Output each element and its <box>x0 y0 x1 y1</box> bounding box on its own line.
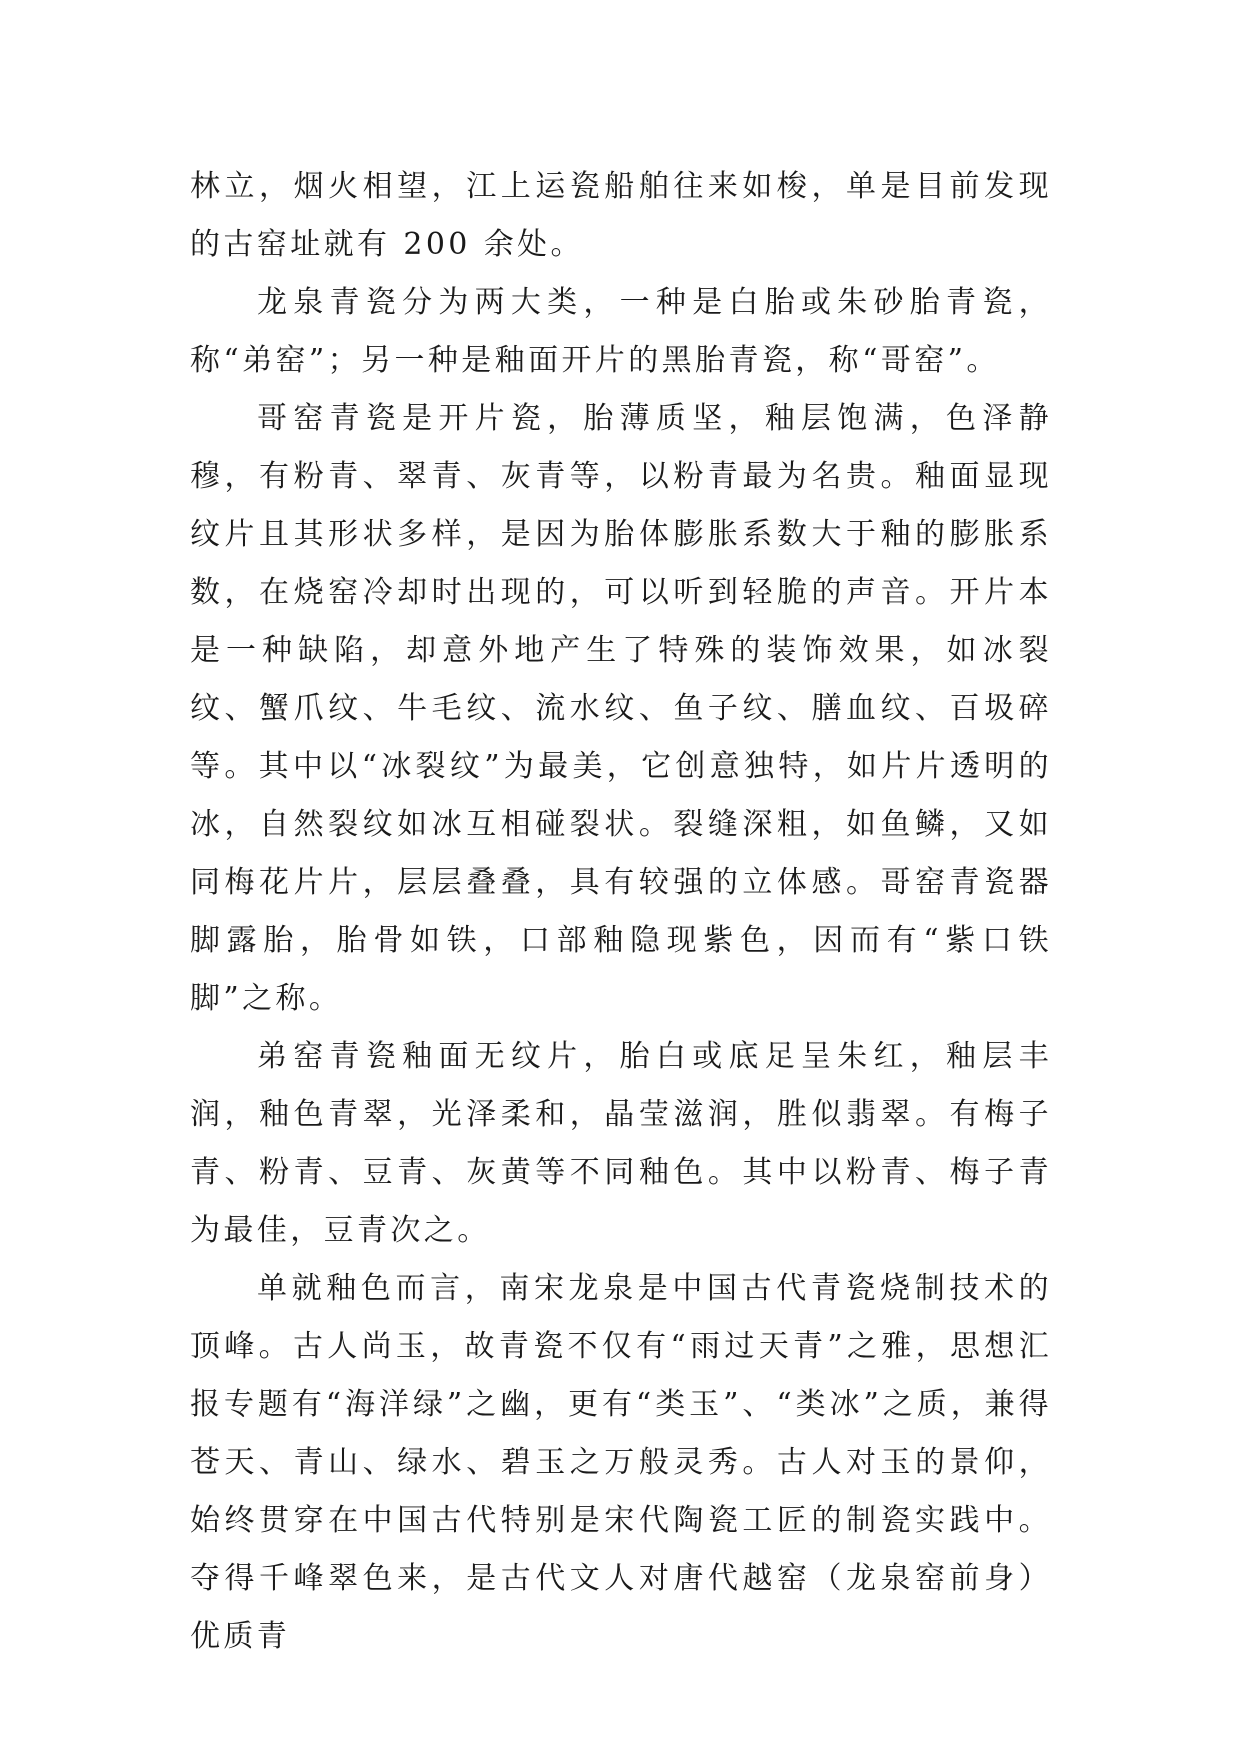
paragraph-4: 弟窑青瓷釉面无纹片，胎白或底足呈朱红，釉层丰润，釉色青翠，光泽柔和，晶莹滋润，胜似翡翠。有梅子青、粉青、豆青、灰黄等不同釉色。其中以粉青、梅子青为最佳，豆青次之。 <box>190 1039 1052 1248</box>
paragraph-1: 林立，烟火相望，江上运瓷船舶往来如梭，单是目前发现的古窑址就有 200 余处。 <box>190 169 1052 262</box>
paragraph-3: 哥窑青瓷是开片瓷，胎薄质坚，釉层饱满，色泽静穆，有粉青、翠青、灰青等，以粉青最为名贵。釉面显现纹片且其形状多样，是因为胎体膨胀系数大于釉的膨胀系数，在烧窑冷却时出现的，可以听到轻脆的声音。开片本是一种缺陷，却意外地产生了特殊的装饰效果，如冰裂纹、蟹爪纹、牛毛纹、流水纹、鱼子纹、膳血纹、百圾碎等。其中以“冰裂纹”为最美，它创意独特，如片片透明的冰，自然裂纹如冰互相碰裂状。裂缝深粗，如鱼鳞，又如同梅花片片，层层叠叠，具有较强的立体感。哥窑青瓷器脚露胎，胎骨如铁，口部釉隐现紫色，因而有“紫口铁脚”之称。 <box>190 401 1052 1016</box>
document-page <box>190 158 1052 1666</box>
paragraph-5: 单就釉色而言，南宋龙泉是中国古代青瓷烧制技术的顶峰。古人尚玉，故青瓷不仅有“雨过天青”之雅，思想汇报专题有“海洋绿”之幽，更有“类玉”、“类冰”之质，兼得苍天、青山、绿水、碧玉之万般灵秀。古人对玉的景仰，始终贯穿在中国古代特别是宋代陶瓷工匠的制瓷实践中。夺得千峰翠色来，是古代文人对唐代越窑（龙泉窑前身）优质青 <box>190 1271 1052 1654</box>
paragraph-2: 龙泉青瓷分为两大类，一种是白胎或朱砂胎青瓷，称“弟窑”；另一种是釉面开片的黑胎青瓷，称“哥窑”。 <box>190 285 1052 378</box>
